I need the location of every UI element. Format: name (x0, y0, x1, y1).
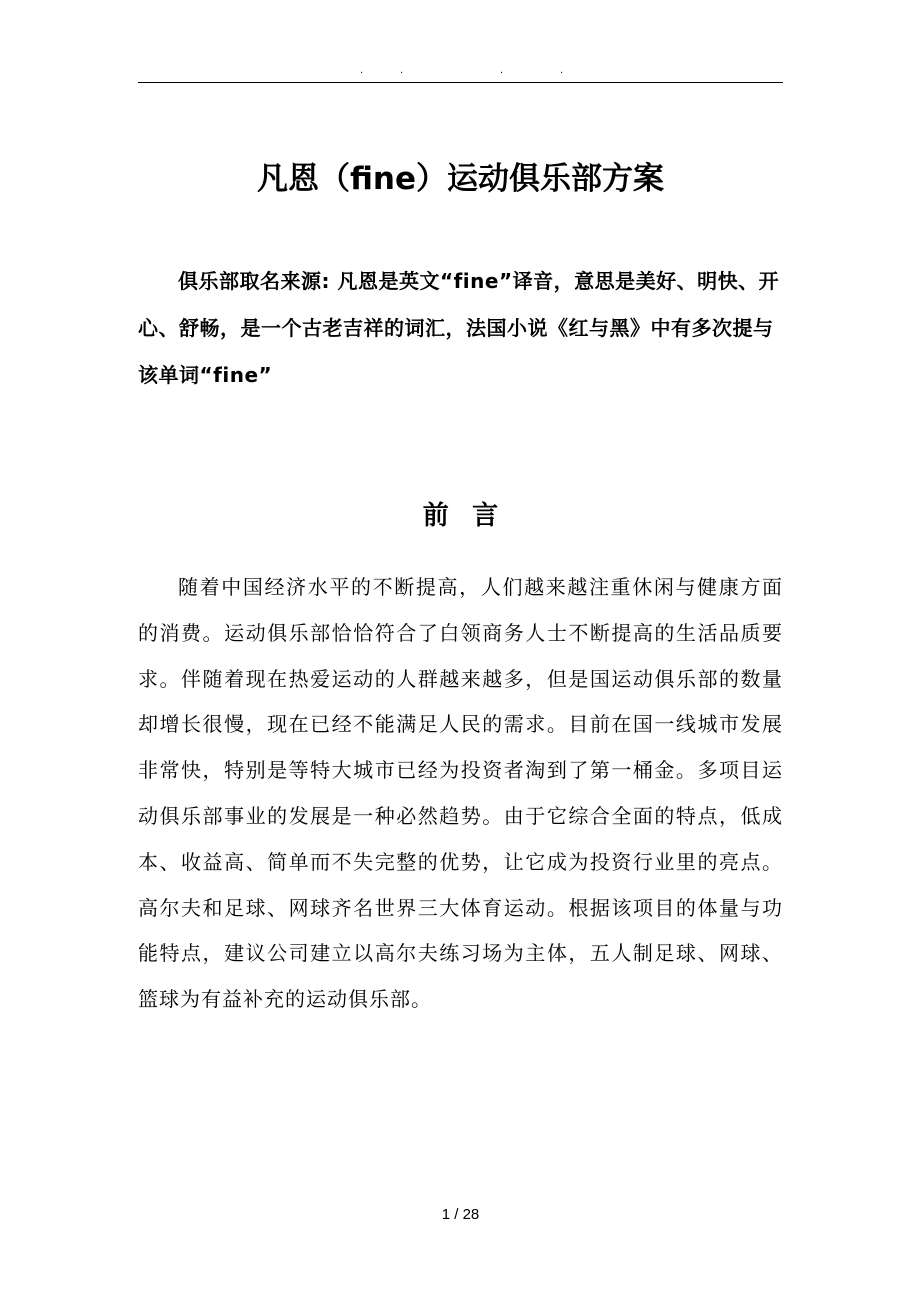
header-dot: . (400, 65, 404, 76)
document-title: 凡恩（fine）运动俱乐部方案 (256, 161, 665, 197)
header-dot: . (360, 65, 364, 76)
section-heading: 前言 (422, 501, 522, 531)
header-dot: . (560, 65, 564, 76)
page-number: 1 / 28 (441, 1206, 480, 1223)
header-rule (138, 82, 783, 83)
header-dots (138, 64, 783, 78)
intro-paragraph: 俱乐部取名来源: 凡恩是英文“fine”译音，意思是美好、明快、开心、舒畅，是一个古老吉祥的词汇，法国小说《红与黑》中有多次提与该单词“fine” (138, 269, 780, 387)
body-paragraph: 随着中国经济水平的不断提高，人们越来越注重休闲与健康方面的消费。运动俱乐部恰恰符合了白领商务人士不断提高的生活品质要求。伴随着现在热爱运动的人群越来越多，但是国运动俱乐部的数量却增长很慢，现在已经不能满足人民的需求。目前在国一线城市发展非常快，特别是等特大城市已经为投资者淘到了第一桶金。多项目运动俱乐部事业的发展是一种必然趋势。由于它综合全面的特点，低成本、收益高、简单而不失完整的优势，让它成为投资行业里的亮点。高尔夫和足球、网球齐名世界三大体育运动。根据该项目的体量与功能特点，建议公司建立以高尔夫练习场为主体，五人制足球、网球、篮球为有益补充的运动俱乐部。 (138, 575, 783, 1012)
header-dot: . (500, 65, 504, 76)
